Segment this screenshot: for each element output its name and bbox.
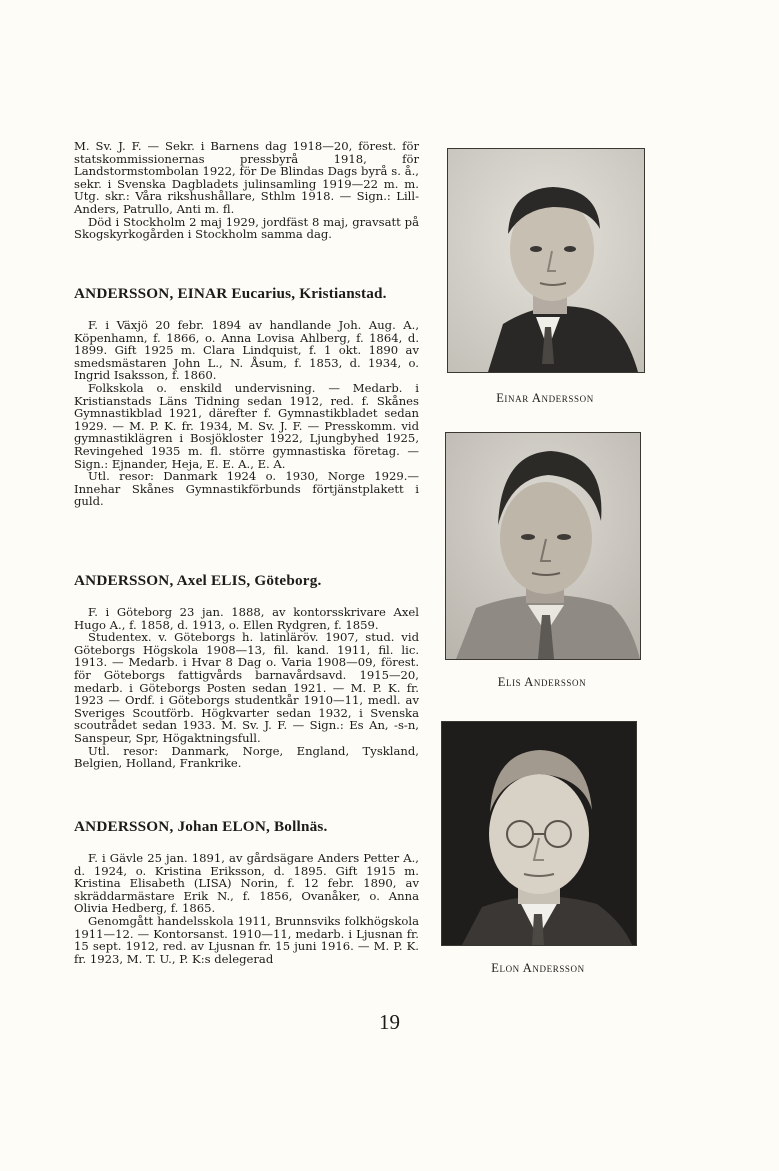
photo-caption: Elon Andersson (491, 961, 585, 975)
entry-paragraph: M. Sv. J. F. — Sekr. i Barnens dag 1918—20, förest. för statskommissionernas pressbyrå 1918, för Landstormstombolan 1922, för De Blindas Dags byrå s. å., sekr. i Svenska Dagbladets julinsamling 1919—22 m. m. Utg. skr.: Våra rikshushållare, Sthlm 1918. — Sign.: Lill-Anders, Patrullo, Anti m. fl. (74, 139, 419, 216)
entry-heading: ANDERSSON, EINAR Eucarius, Kristianstad. (74, 285, 387, 302)
entry-paragraph: Genomgått handelsskola 1911, Brunnsviks folkhögskola 1911—12. — Kontorsanst. 1910—11, medarb. i Ljusnan fr. 15 sept. 1912, red. av Ljusnan fr. 15 juni 1916. — M. P. K. fr. 1923, M. T. U., P. K:s delegerad (74, 913, 419, 966)
entry-paragraph: Död i Stockholm 2 maj 1929, jordfäst 8 maj, gravsatt på Skogskyrkogården i Stockholm samma dag. (74, 214, 419, 242)
photo-caption: Elis Andersson (497, 675, 587, 689)
entry-paragraph: F. i Göteborg 23 jan. 1888, av kontorsskrivare Axel Hugo A., f. 1858, d. 1913, o. Ellen Rydgren, f. 1859. (74, 605, 419, 632)
entry-einar-andersson (74, 285, 419, 508)
entry-paragraph: Folkskola o. enskild undervisning. — Medarb. i Kristianstads Läns Tidning sedan 1912, red. f. Skånes Gymnastikblad 1921, därefter f. Gymnastikbladet sedan 1929. — M. P. K. fr. 1934, M. Sv. J. F. — Presskomm. vid gymnastiklägren i Bosjökloster 1922, Ljungbyhed 1925, Revingehed 1935 m. fl. större gymnastiska företag. — Sign.: Ejnander, Heja, E. E. A., E. A. (74, 380, 419, 471)
entry-paragraph: Utl. resor: Danmark 1924 o. 1930, Norge 1929.— Innehar Skånes Gymnastikförbunds förtjänstplakett i guld. (74, 469, 419, 509)
entry-paragraph: F. i Gävle 25 jan. 1891, av gårdsägare Anders Petter A., d. 1924, o. Kristina Eriksson, d. 1895. Gift 1915 m. Kristina Elisabeth (LISA) Norin, f. 12 febr. 1890, av skräddarmästare Erik N., f. 1856, Ovanåker, o. Anna Olivia Hedberg, f. 1865. (74, 851, 419, 916)
entry-paragraph: F. i Växjö 20 febr. 1894 av handlande Joh. Aug. A., Köpenhamn, f. 1866, o. Anna Lovisa Ahlberg, f. 1864, d. 1899. Gift 1925 m. Clara Lindquist, f. 1 okt. 1890 av smedsmästaren John L., N. Åsum, f. 1853, d. 1934, o. Ingrid Isaksson, f. 1860. (74, 318, 419, 383)
portrait-elon-image (442, 722, 636, 945)
entry-heading: ANDERSSON, Johan ELON, Bollnäs. (74, 818, 328, 835)
entry-paragraph: Utl. resor: Danmark, Norge, England, Tyskland, Belgien, Holland, Frankrike. (74, 743, 419, 771)
portrait-photo-elis (445, 432, 641, 660)
entry-heading: ANDERSSON, Axel ELIS, Göteborg. (74, 572, 322, 589)
entry-elon-andersson (74, 818, 419, 965)
portrait-photo-elon (441, 721, 637, 946)
entry-paragraph: Studentex. v. Göteborgs h. latinläröv. 1907, stud. vid Göteborgs Högskola 1908—13, fil. kand. 1911, fil. lic. 1913. — Medarb. i Hvar 8 Dag o. Varia 1908—09, förest. för Göteborgs fattigvårds barnavårdsavd. 1915—20, medarb. i Göteborgs Posten sedan 1921. — M. P. K. fr. 1923 — Ordf. i Göteborgs studentkår 1910—11, medl. av Sveriges Scoutförb. Högkvarter sedan 1932, i Svenska scoutrådet sedan 1933. M. Sv. J. F. — Sign.: Es An, -s-n, Sanspeur, Spr, Högaktningsfull. (74, 630, 419, 745)
previous-entry-continuation (74, 140, 419, 241)
photo-caption: Einar Andersson (496, 391, 594, 405)
portrait-einar-image (448, 149, 644, 372)
page-number: 19 (379, 1010, 400, 1034)
portrait-elis-image (446, 433, 640, 659)
entry-elis-andersson (74, 572, 419, 770)
portrait-photo-einar (447, 148, 645, 373)
